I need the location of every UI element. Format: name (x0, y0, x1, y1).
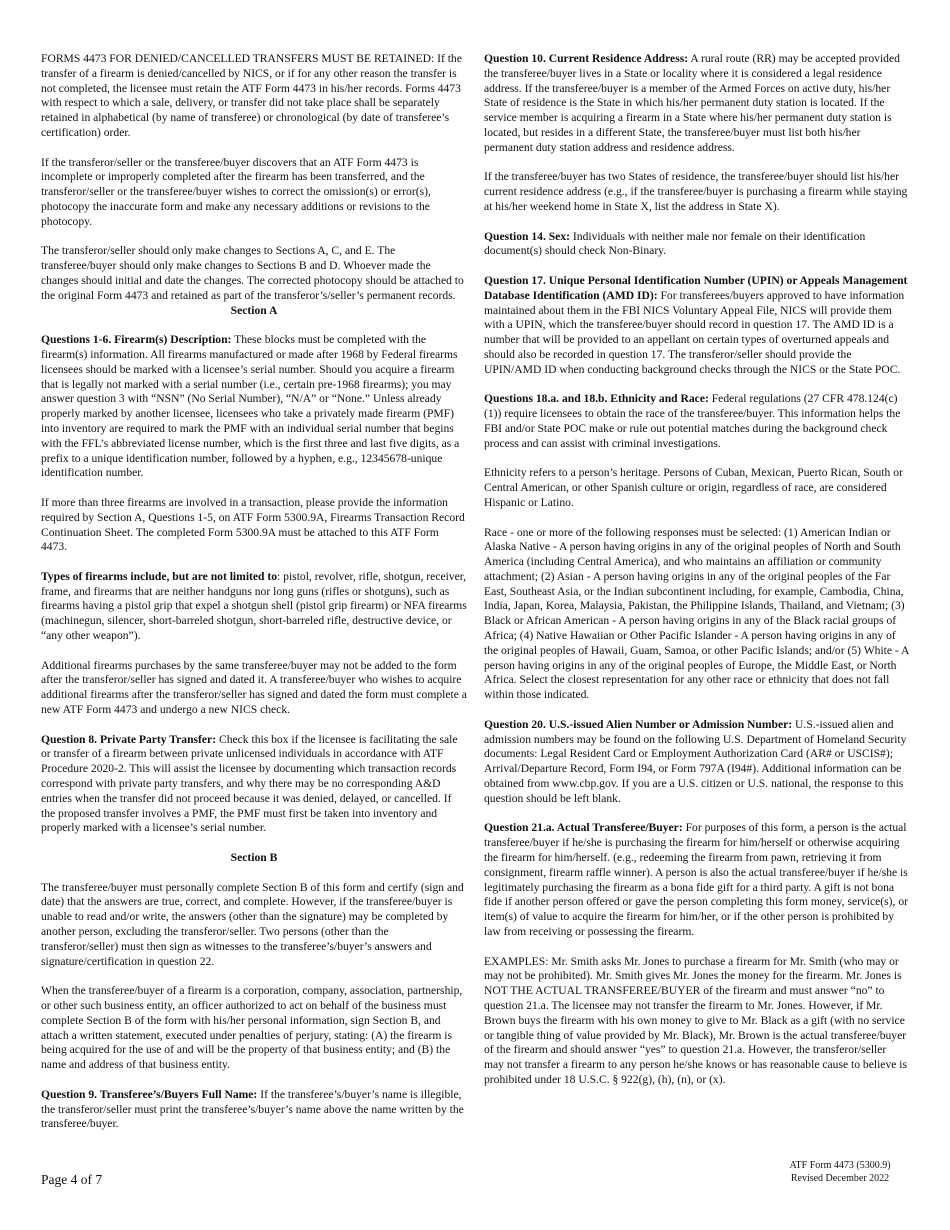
question-14-text: Individuals with neither male nor female on their identification document(s) should check Non-Binary. (484, 229, 866, 258)
question-20-paragraph (484, 718, 909, 807)
questions-1-6-title: Questions 1-6. Firearm(s) Description: (41, 333, 232, 347)
revision-date: Revised December 2022 (790, 1172, 890, 1184)
question-18-paragraph (484, 392, 909, 451)
question-17-title: Question 17. Unique Personal Identification Number (UPIN) or Appeals Management Database Identification (AMD ID): (484, 273, 908, 302)
right-column (484, 52, 909, 1103)
question-10-title: Question 10. Current Residence Address: (484, 52, 689, 65)
question-8-title: Question 8. Private Party Transfer: (41, 732, 217, 746)
question-18-text: Federal regulations (27 CFR 478.124(c)(1)) require licensees to obtain the race of the transferee/buyer. This information helps the FBI and/or State POC make or rule out potential matches during the background check process and can assist with criminal investigations. (484, 392, 901, 450)
two-states-paragraph: If the transferee/buyer has two States of residence, the transferee/buyer should list his/her current residence address (e.g., if the transferee/buyer is purchasing a firearm while staying at his/her weekend home in State X, list the address in State X). (484, 170, 908, 213)
additional-purchases-paragraph: Additional firearms purchases by the same transferee/buyer may not be added to the form after the transferor/seller has signed and dated it. A transferee/buyer who wishes to acquire additional firearms after the transferor/seller has signed and dated the form must complete a new ATF Form 4473 and undergo a new NICS check. (41, 658, 467, 717)
section-b-paragraph: The transferee/buyer must personally complete Section B of this form and certify (sign and date) that the answers are true, correct, and complete. However, if the transferee/buyer is unable to read and/or write, the answers (other than the signature) may be completed by another person, excluding the transferor/seller. Two persons (other than the transferor/seller) must then sign as witnesses to the transferee’s/buyer’s answers and signature/certification in question 22. (41, 880, 464, 968)
question-17-paragraph (484, 274, 909, 378)
question-20-title: Question 20. U.S.-issued Alien Number or Admission Number: (484, 717, 793, 731)
question-14-paragraph (484, 230, 909, 260)
question-20-text: U.S.-issued alien and admission numbers may be found on the following U.S. Department of Homeland Security documents: Legal Resident Card or Employment Authorization Card (AR# or USCIS#); Arrival/Departure Record, Form I94, or Form 797A (I94#). Additional information can be obtained from www.cbp.gov. If you are a U.S. citizen or U.S. national, the response to this question should be left blank. (484, 717, 907, 805)
question-8-paragraph (41, 733, 467, 837)
question-18-title: Questions 18.a. and 18.b. Ethnicity and Race: (484, 392, 709, 406)
page-number: Page 4 of 7 (41, 1172, 103, 1187)
questions-1-6-text: These blocks must be completed with the firearm(s) information. All firearms manufactured or made after 1968 by Federal firearms licensees should be marked with a licensee’s serial number. Should you acquire a firearm that is legally not marked with a serial number (i.e., certain pre-1968 firearms); you may answer question 3 with “NSN” (No Serial Number), “N/A” or “None.” Unless already properly marked by another licensee, licensees who take a privately made firearm (PMF) into inventory are required to mark the PMF with an individual serial number that begins with the FFL’s abbreviated license number, which is the first three and last five digits, as a prefix to a unique identification number, followed by a hyphen, e.g., 12345678-unique identification number. (41, 333, 460, 480)
question-10-text: A rural route (RR) may be accepted provided the transferee/buyer lives in a State or locality where it is considered a legal residence address. If the transferee/buyer is a member of the Armed Forces on active duty, his/her State of residence is the State in which his/her permanent duty station is located. If the service member is acquiring a firearm in a State where his/her permanent duty station is located, but resides in a different State, the transferee/buyer must list both his/her permanent duty station address and residence address. (484, 52, 900, 154)
question-14-title: Question 14. Sex: (484, 229, 570, 243)
examples-paragraph: EXAMPLES: Mr. Smith asks Mr. Jones to purchase a firearm for Mr. Smith (who may or may not be prohibited). Mr. Smith gives Mr. Jones the money for the firearm. Mr. Jones is NOT THE ACTUAL TRANSFEREE/BUYER of the firearm and must answer “no” to question 21.a. The licensee may not transfer the firearm to Mr. Jones. However, if Mr. Brown buys the firearm with his own money to give to Mr. Black as a gift (with no service or tangible thing of value provided by Mr. Black), Mr. Brown is the actual transferee/buyer of the firearm and should answer “yes” to question 21.a. However, the transferor/seller may not transfer a firearm to any person he/she knows or has reasonable cause to believe is prohibited under 18 U.S.C. § 922(g), (h), (n), or (x). (484, 954, 908, 1086)
question-17-text: For transferees/buyers approved to have information maintained about them in the FBI NICS Voluntary Appeal File, NICS will provide them with a UPIN, which the transferee/buyer should record in question 17. The AMD ID is a number that will be provided to an appellant on certain types of overturned appeals and should also be recorded in question 17. The transferor/seller should provide the UPIN/AMD ID when conducting background checks through the NICS or the State POC. (484, 288, 905, 376)
left-column (41, 52, 467, 1147)
incomplete-form-paragraph: If the transferor/seller or the transferee/buyer discovers that an ATF Form 4473 is incomplete or improperly completed after the firearm has been transferred, and the transferor/seller or the transferee/buyer wishes to correct the omission(s) or error(s), photocopy the inaccurate form and make any necessary additions or revisions to the photocopy. (41, 155, 431, 228)
retention-paragraph: FORMS 4473 FOR DENIED/CANCELLED TRANSFERS MUST BE RETAINED: If the transfer of a firearm is denied/cancelled by NICS, or if for any other reason the transfer is not completed, the licensee must retain the ATF Form 4473 in his/her records. Forms 4473 with respect to which a sale, delivery, or transfer did not take place shall be separately retained in alphabetical (by name of transferee) or chronological (by date of transferee’s certification) order. (41, 52, 462, 139)
question-9-text: If the transferee’s/buyer’s name is illegible, the transferor/seller must print the transferee’s/buyer’s name above the name written by the transferee/buyer. (41, 1087, 464, 1131)
section-a-heading: Section A (230, 303, 278, 317)
form-identifier (770, 1160, 910, 1185)
race-paragraph: Race - one or more of the following responses must be selected: (1) American Indian or Alaska Native - A person having origins in any of the original peoples of North and South America (including Central America), and who maintains an affiliation or community attachment; (2) Asian - A person having origins in any of the original peoples of the Far East, Southeast Asia, or the Indian subcontinent including, for example, Cambodia, China, India, Japan, Korea, Malaysia, Pakistan, the Philippine Islands, Thailand, and Vietnam; (3) Black or African American - A person having origins in any of the Black racial groups of Africa; (4) Native Hawaiian or Other Pacific Islander - A person having origins in any of the original peoples of Hawaii, Guam, Samoa, or other Pacific Islands; and/or (5) White - A person having origins in any of the original peoples of Europe, the Middle East, or North Africa. Select the closest representation for any other race or ethnicity that does not fall within those indicated. (484, 525, 909, 702)
question-21a-paragraph (484, 821, 909, 939)
question-9-title: Question 9. Transferee’s/Buyers Full Name: (41, 1087, 258, 1101)
firearm-types-text: : pistol, revolver, rifle, shotgun, receiver, frame, and firearms that are neither handguns nor long guns (rifles or shotguns), such as firearms having a pistol grip that expel a shotgun shell (pistol grip firearm) or NFA firearms (machinegun, silencer, short-barreled shotgun, short-barreled rifle, destructive device, or “any other weapon”). (41, 569, 467, 643)
ethnicity-paragraph: Ethnicity refers to a person’s heritage. Persons of Cuban, Mexican, Puerto Rican, South or Central American, or other Spanish culture or origin, regardless of race, are considered Hispanic or Latino. (484, 466, 903, 509)
form-number: ATF Form 4473 (5300.9) (789, 1160, 891, 1171)
more-than-three-paragraph: If more than three firearms are involved in a transaction, please provide the information required by Section A, Questions 1-5, on ATF Form 5300.9A, Firearms Transaction Record Continuation Sheet. The completed Form 5300.9A must be attached to this ATF Form 4473. (41, 495, 465, 554)
question-8-text: Check this box if the licensee is facilitating the sale or transfer of a firearm between private unlicensed individuals in accordance with ATF Procedure 2020-2. This will assist the licensee by documenting which transaction records correspond with private party transfers, and why there may be no corresponding A&D entries when the transfer did not proceed because it was denied, delayed, or cancelled. If the proposed transfer involves a PMF, the PMF must first be taken into inventory and properly marked with a licensee’s serial number. (41, 732, 458, 835)
question-9-paragraph (41, 1088, 467, 1132)
firearm-types-title: Types of firearms include, but are not limited to (41, 569, 278, 583)
firearm-types-paragraph (41, 570, 467, 644)
changes-paragraph: The transferor/seller should only make changes to Sections A, C, and E. The transferee/buyer should only make changes to Sections B and D. Whoever made the changes should initial and date the changes. The corrected photocopy should be attached to the original Form 4473 and retained as part of the transferor’s/seller’s permanent records. (41, 244, 464, 302)
question-21a-title: Question 21.a. Actual Transferee/Buyer: (484, 821, 683, 835)
business-entity-paragraph: When the transferee/buyer of a firearm is a corporation, company, association, partnership, or other such business entity, an officer authorized to act on behalf of the business must complete Section B of the form with his/her personal information, sign Section B, and attach a written statement, executed under penalties of perjury, stating: (A) the firearm is being acquired for the use of and will be the property of that business entity; and (B) the name and address of that business entity. (41, 984, 463, 1072)
question-10-paragraph (484, 52, 909, 156)
question-21a-text: For purposes of this form, a person is the actual transferee/buyer if he/she is purchasing the firearm for him/herself or otherwise acquiring the firearm for him/herself. (e.g., redeeming the firearm from pawn, retrieving it from consignment, firearm raffle winner). A person is also the actual transferee/buyer if he/she is legitimately purchasing the firearm as a bona fide gift for a third party. A gift is not bona fide if another person offered or gave the person completing this form money, service(s), or item(s) of value to acquire the firearm for him/her, or if the other person is prohibited by law from receiving or possessing the firearm. (484, 821, 908, 939)
questions-1-6-paragraph (41, 333, 467, 481)
section-b-heading: Section B (230, 851, 278, 865)
